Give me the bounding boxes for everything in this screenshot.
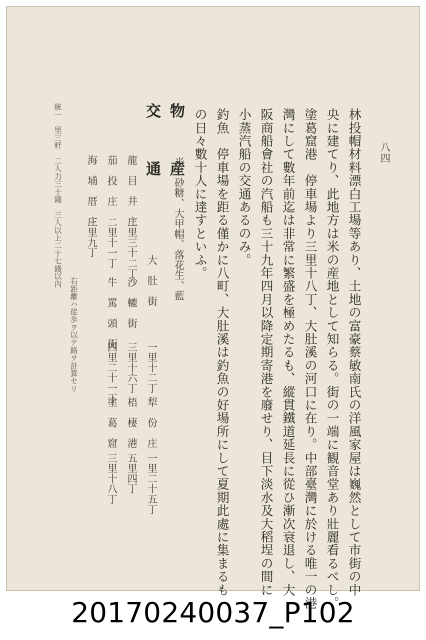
- body-column-3: 塗葛窟港 停車場より三里十八丁、大肚溪の河口に在り。中部臺灣に於ける唯一の港: [302, 108, 318, 610]
- transport-distance: 一里十二丁: [145, 342, 156, 394]
- body-column-7: 釣魚 停車場を距る僅かに八町、大肚溪は釣魚の好場所にして夏期此處に集まるも: [214, 108, 230, 597]
- page-number: 八四: [378, 142, 389, 164]
- transport-place: 牛 罵 頭 街: [105, 277, 116, 350]
- body-column-5: 阪商船會社の汽船も三十九年四月以降定期寄港を廢せり、目下淡水及大稻埕の間に: [258, 108, 274, 597]
- transport-place: 茄 投 庄: [105, 155, 116, 207]
- transport-place: 塗 葛 窟: [105, 397, 116, 449]
- transport-place: 龍 目 井 庄: [125, 155, 136, 228]
- body-column-2: 央に建てり、此地方は米の産地として知らる。街の一端に観音堂あり壯麗看るべし。: [324, 108, 340, 610]
- body-column-1: 林投帽材料漂白工場等あり、土地の富豪蔡敏南氏の洋風家屋は巍然として市街の中: [346, 108, 362, 597]
- transport-distance: 三里十六丁: [125, 342, 136, 394]
- products-heading: 物 産: [168, 103, 186, 190]
- book-page: [6, 6, 420, 610]
- transport-place: 梧 棲 港: [125, 397, 136, 449]
- products-text: 米、砂糖、大甲帽、落花生、藍: [172, 157, 183, 302]
- transport-heading: 交 通: [144, 103, 162, 190]
- body-column-6: 小蒸汽船の交通あるのみ。: [236, 108, 252, 267]
- transport-distance: 三里十八丁: [105, 453, 116, 505]
- transport-distance: 二里十一丁: [105, 217, 116, 269]
- transport-place: 海 埔 厝 庄: [85, 155, 96, 228]
- body-column-8: の日々數十人に達すといふ。: [192, 108, 208, 280]
- transport-note: 右距離ハ徒歩ヲ以テ路ヲ計算セリ: [69, 277, 79, 393]
- footer-line: 統一 里三粁 二人力三十錢 三人以上二十七錢以內: [53, 103, 63, 288]
- transport-distance: 二里三十二丁: [125, 217, 136, 279]
- transport-distance: 四里二十一丁: [105, 342, 116, 404]
- transport-place: 犁 份 庄: [145, 397, 156, 449]
- transport-place: 大 肚 街: [145, 255, 156, 307]
- image-caption: 20170240037_P102: [71, 596, 355, 629]
- transport-distance: 一里二十五丁: [145, 453, 156, 515]
- body-column-4: 灣にして數年前迄は非常に繁盛を極めたるも、縱貫鐵道延長に從ひ漸次衰退し、大: [280, 108, 296, 597]
- transport-place: 沙 轆 街: [125, 277, 136, 329]
- transport-distance: 五里四丁: [125, 453, 136, 495]
- transport-distance: 三里九丁: [85, 217, 96, 259]
